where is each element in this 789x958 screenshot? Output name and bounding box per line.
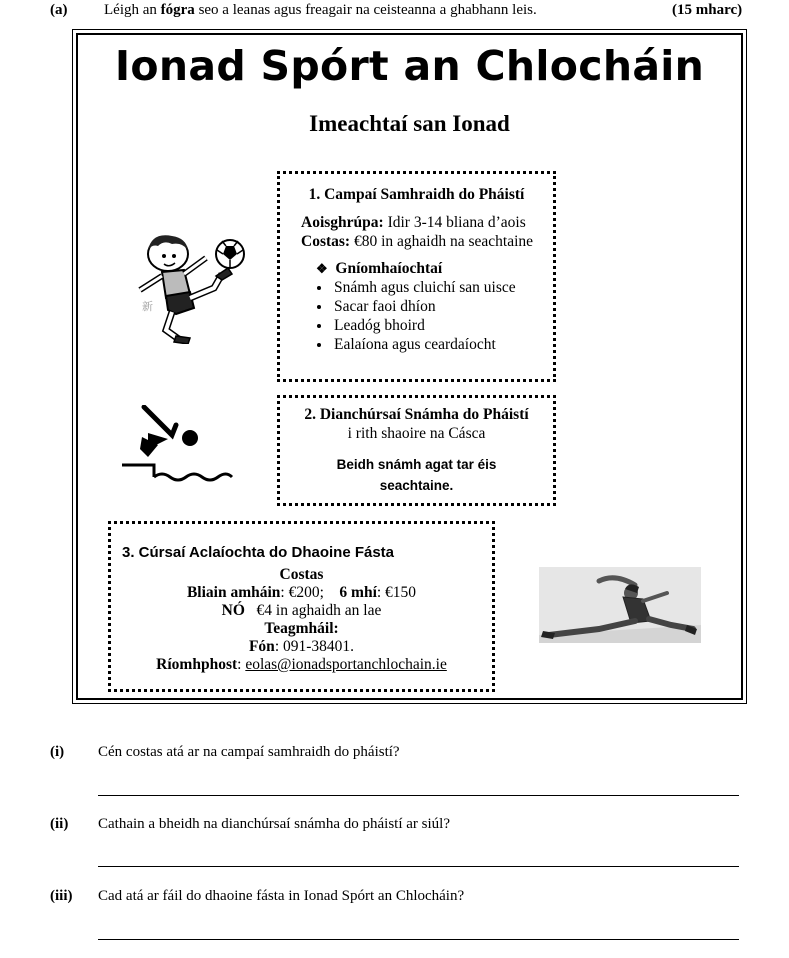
cost-heading: Costas	[279, 566, 324, 583]
question-number: (iii)	[50, 888, 73, 904]
swimming-note-line-1: Beidh snámh agat tar éis	[336, 457, 497, 472]
question-text: Cathain a bheidh na dianchúrsaí snámha do pháistí ar siúl?	[98, 816, 450, 832]
activities-heading-line	[280, 259, 553, 278]
question-number: (ii)	[50, 816, 69, 832]
part-label: (a)	[50, 2, 68, 18]
adult-fitness-box	[108, 521, 495, 692]
list-item: • Ealaíona agus ceardaíocht	[332, 335, 553, 354]
year-value: : €200;	[280, 584, 324, 601]
day-cost-line	[111, 602, 492, 620]
question-number: (i)	[50, 744, 65, 760]
six-months-label: 6 mhí	[339, 584, 377, 601]
adult-fitness-heading: 3. Cúrsaí Aclaíochta do Dhaoine Fásta	[122, 544, 395, 561]
question-text: Cad atá ar fáil do dhaoine fásta in Ionad Spórt an Chlocháin?	[98, 888, 465, 904]
swimmer-icon	[118, 405, 236, 490]
email-label: Ríomhphost	[156, 656, 238, 673]
instruction-pre: Léigh an	[104, 2, 161, 18]
summer-camp-heading: 1. Campaí Samhraidh do Pháistí	[308, 186, 525, 203]
list-item: • Leadóg bhoird	[332, 316, 553, 335]
email-separator: :	[237, 656, 246, 673]
six-months-value: : €150	[376, 584, 417, 601]
instruction-post: seo a leanas agus freagair na ceisteanna a ghabhann leis.	[194, 2, 537, 18]
swimming-subheading: i rith shaoire na Cásca	[347, 425, 486, 442]
email-line	[111, 656, 492, 674]
marks-label: (15 mharc)	[672, 2, 743, 18]
contact-heading: Teagmháil:	[264, 620, 339, 637]
swimming-note-line-2: seachtaine.	[379, 478, 454, 493]
day-value: €4 in aghaidh an lae	[244, 602, 382, 619]
watermark-text: 新	[142, 300, 153, 313]
email-link[interactable]: eolas@ionadsportanchlochain.ie	[245, 656, 447, 673]
instruction-text	[104, 2, 537, 19]
phone-value: : 091-38401.	[274, 638, 355, 655]
answer-line[interactable]	[98, 939, 739, 940]
swimming-course-box	[277, 395, 556, 506]
soccer-player-icon	[128, 228, 248, 344]
summer-camp-box	[277, 171, 556, 382]
or-label: NÓ	[221, 602, 245, 619]
list-item: • Snámh agus cluichí san uisce	[332, 278, 553, 297]
list-item: • Sacar faoi dhíon	[332, 297, 553, 316]
phone-label: Fón	[248, 638, 275, 655]
cost-value: €80 in aghaidh na seachtaine	[350, 233, 534, 250]
fitness-woman-image	[539, 567, 701, 643]
question-text: Cén costas atá ar na campaí samhraidh do pháistí?	[98, 744, 400, 760]
poster-title: Ionad Spórt an Chlocháin	[114, 42, 705, 90]
cost-label: Costas:	[301, 233, 351, 250]
instruction-bold: fógra	[160, 2, 195, 18]
phone-line	[111, 638, 492, 656]
year-cost-line	[111, 584, 492, 602]
age-group-line	[280, 213, 553, 232]
answer-line[interactable]	[98, 795, 739, 796]
activities-list	[280, 278, 553, 354]
age-label: Aoisghrúpa:	[301, 214, 384, 231]
activities-heading: Gníomhaíochtaí	[335, 260, 443, 277]
year-label: Bliain amháin	[186, 584, 281, 601]
poster-subtitle: Imeachtaí san Ionad	[309, 111, 510, 136]
answer-line[interactable]	[98, 866, 739, 867]
swimming-heading: 2. Dianchúrsaí Snámha do Pháistí	[304, 406, 529, 423]
diamond-bullet-icon: ❖	[316, 261, 328, 276]
age-value: Idir 3-14 bliana d’aois	[383, 214, 526, 231]
cost-line	[280, 232, 553, 251]
